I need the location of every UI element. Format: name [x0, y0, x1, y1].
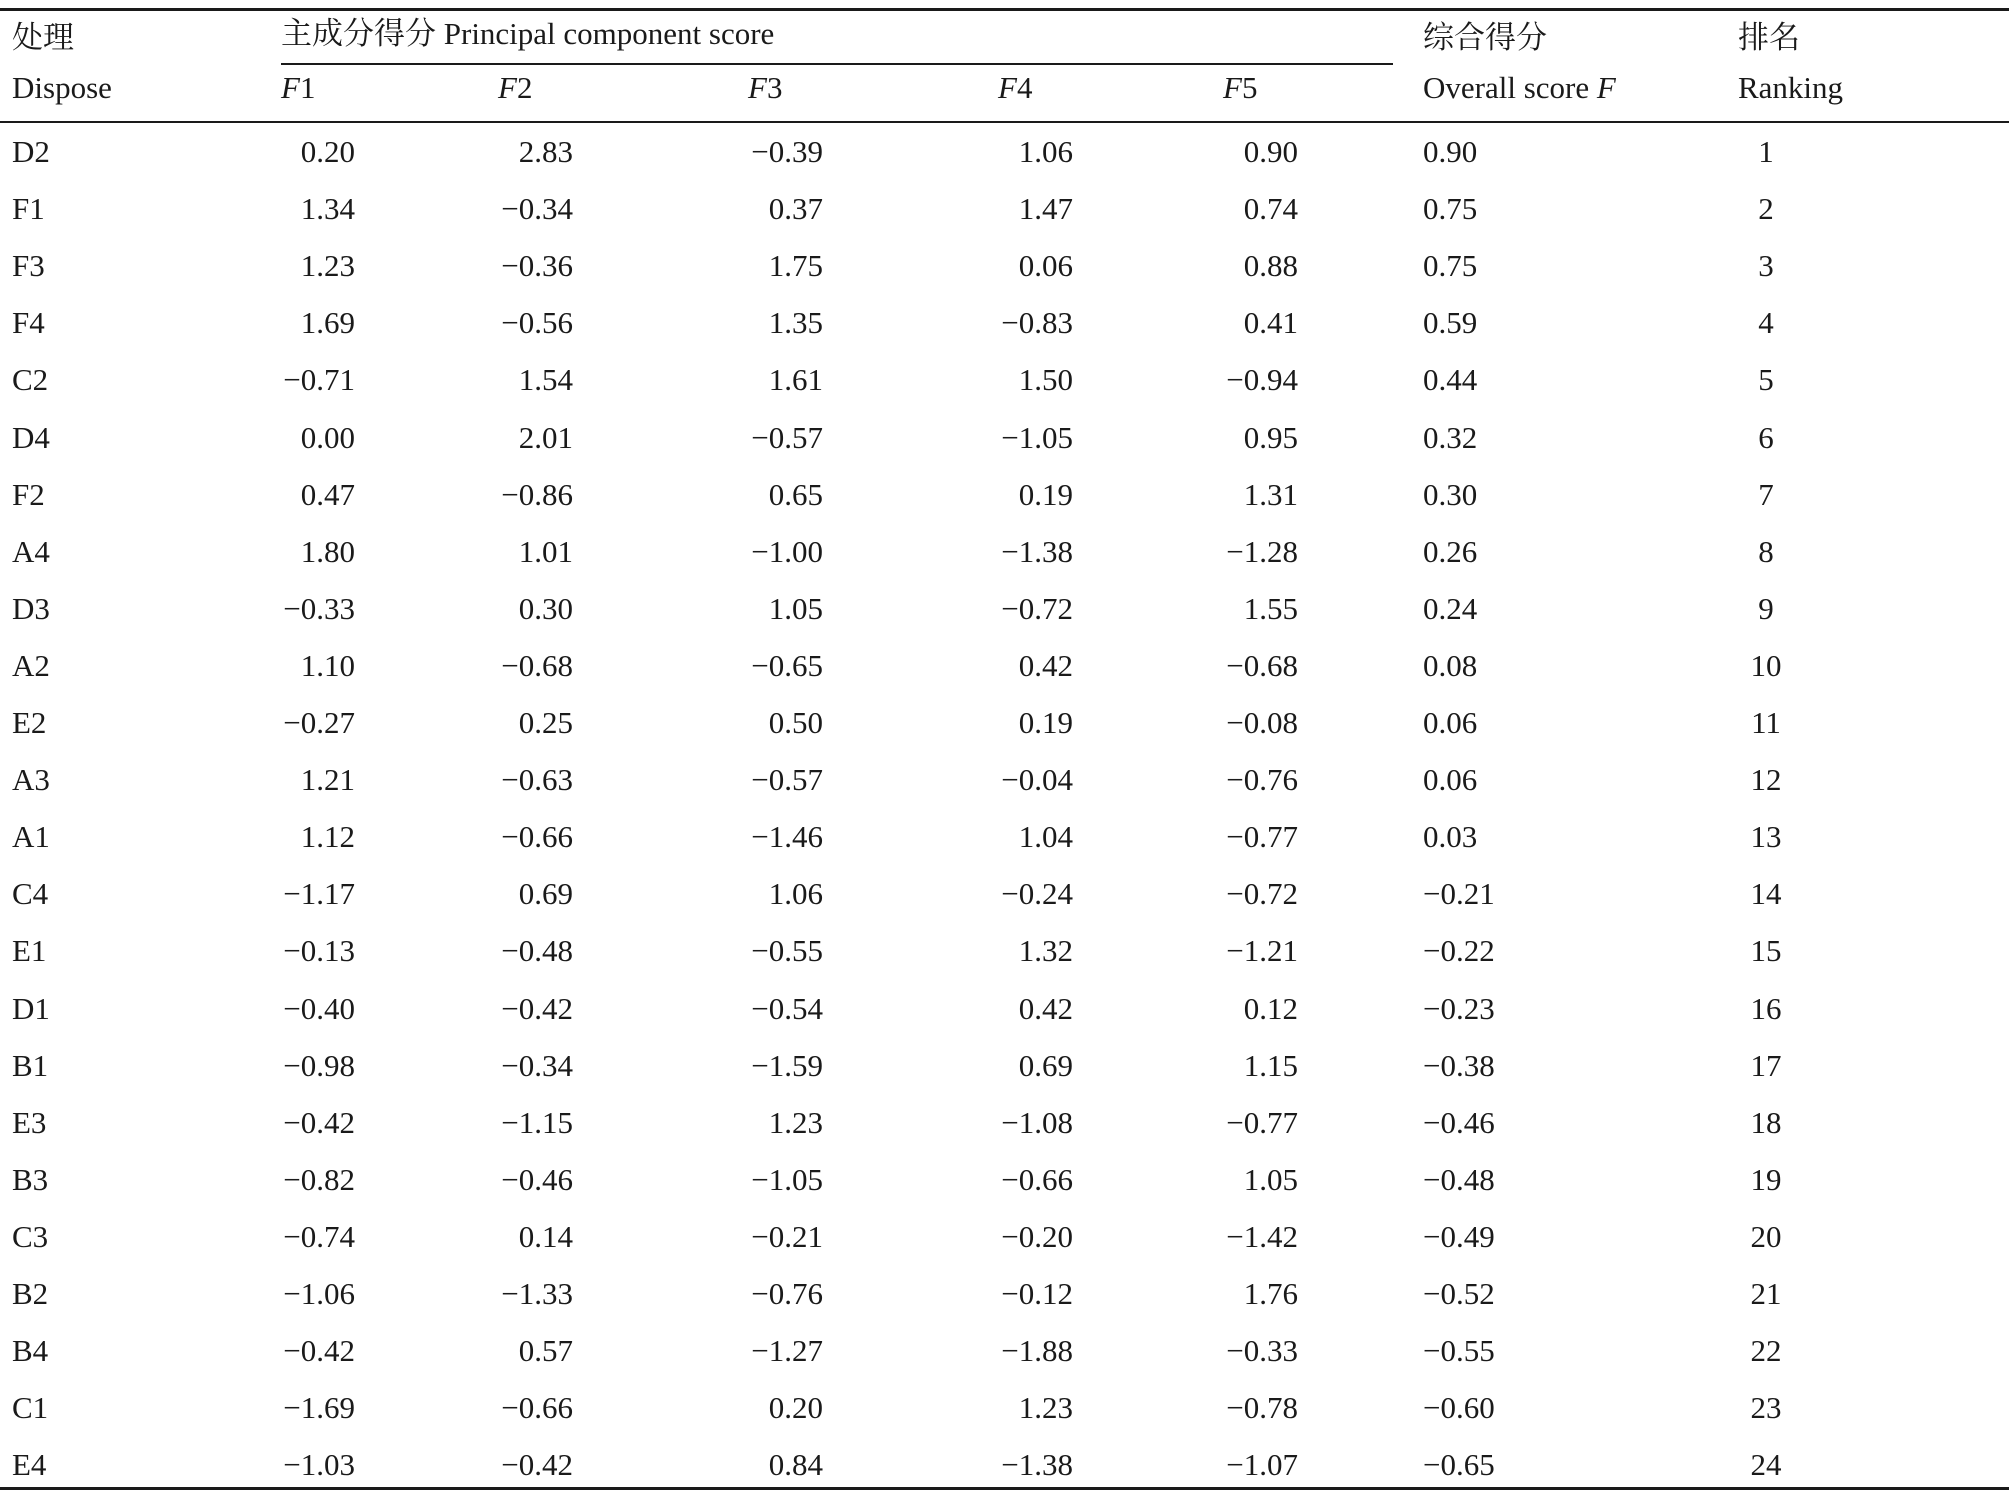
header-f3: F3	[748, 70, 783, 105]
cell-f5: 0.41	[1243, 305, 1298, 340]
cell-f2: −0.34	[501, 191, 573, 226]
cell-f4: 0.19	[1018, 705, 1073, 740]
cell-f2: −0.42	[501, 1447, 573, 1482]
cell-f1: −1.17	[283, 876, 355, 911]
cell-f2: −0.42	[501, 991, 573, 1026]
cell-f5: 0.12	[1243, 991, 1298, 1026]
cell-f3: 1.75	[768, 248, 823, 283]
cell-f4: −1.38	[1001, 1447, 1073, 1482]
cell-rank: 18	[1750, 1105, 1782, 1140]
cell-overall: −0.60	[1423, 1390, 1495, 1425]
cell-f4: −1.05	[1001, 420, 1073, 455]
cell-dispose: E1	[12, 933, 47, 968]
cell-dispose: F4	[12, 305, 45, 340]
cell-f3: 1.23	[768, 1105, 823, 1140]
cell-overall: −0.22	[1423, 933, 1495, 968]
cell-f3: 0.37	[768, 191, 823, 226]
cell-f1: −0.27	[283, 705, 355, 740]
cell-f5: −0.78	[1226, 1390, 1298, 1425]
cell-f5: −0.08	[1226, 705, 1298, 740]
cell-f3: −1.59	[751, 1048, 823, 1083]
cell-f1: 0.20	[300, 134, 355, 169]
cell-f5: −0.72	[1226, 876, 1298, 911]
cell-f3: −0.57	[751, 420, 823, 455]
header-f4: F4	[998, 70, 1033, 105]
cell-f3: 0.20	[768, 1390, 823, 1425]
cell-f5: 0.88	[1243, 248, 1298, 283]
cell-f3: 1.35	[768, 305, 823, 340]
cell-f1: 1.23	[300, 248, 355, 283]
table-top-rule	[0, 8, 2009, 11]
cell-rank: 2	[1758, 191, 1774, 226]
cell-rank: 5	[1758, 362, 1774, 397]
cell-overall: 0.44	[1423, 362, 1478, 397]
cell-f1: −1.03	[283, 1447, 355, 1482]
cell-overall: 0.06	[1423, 762, 1478, 797]
cell-overall: −0.49	[1423, 1219, 1495, 1254]
cell-overall: −0.21	[1423, 876, 1495, 911]
pc-group-rule	[281, 63, 1393, 65]
cell-f2: −0.34	[501, 1048, 573, 1083]
cell-overall: −0.65	[1423, 1447, 1495, 1482]
cell-f3: −0.39	[751, 134, 823, 169]
cell-f4: 0.06	[1018, 248, 1073, 283]
cell-f1: 1.34	[300, 191, 355, 226]
cell-f4: −0.12	[1001, 1276, 1073, 1311]
cell-f4: 0.69	[1018, 1048, 1073, 1083]
cell-rank: 22	[1750, 1333, 1782, 1368]
cell-f3: −0.21	[751, 1219, 823, 1254]
cell-dispose: D4	[12, 420, 50, 455]
header-f1: F1	[281, 70, 316, 105]
cell-f3: 1.61	[768, 362, 823, 397]
header-f5: F5	[1223, 70, 1258, 105]
cell-f4: −0.66	[1001, 1162, 1073, 1197]
cell-f1: 0.47	[300, 477, 355, 512]
cell-f3: 1.05	[768, 591, 823, 626]
cell-f4: 1.47	[1018, 191, 1073, 226]
cell-f1: 1.12	[300, 819, 355, 854]
cell-f5: 1.76	[1243, 1276, 1298, 1311]
cell-dispose: B3	[12, 1162, 49, 1197]
cell-f4: 0.19	[1018, 477, 1073, 512]
cell-dispose: F1	[12, 191, 45, 226]
cell-f2: −0.63	[501, 762, 573, 797]
cell-dispose: E2	[12, 705, 47, 740]
cell-f1: −1.69	[283, 1390, 355, 1425]
cell-overall: 0.26	[1423, 534, 1478, 569]
cell-f3: −1.27	[751, 1333, 823, 1368]
cell-overall: 0.90	[1423, 134, 1478, 169]
cell-rank: 9	[1758, 591, 1774, 626]
cell-f5: 1.55	[1243, 591, 1298, 626]
cell-rank: 12	[1750, 762, 1782, 797]
cell-f4: 0.42	[1018, 991, 1073, 1026]
cell-f3: −1.05	[751, 1162, 823, 1197]
header-rank-cn: 排名	[1738, 20, 1800, 55]
cell-f4: −0.24	[1001, 876, 1073, 911]
cell-dispose: E4	[12, 1447, 47, 1482]
cell-rank: 13	[1750, 819, 1782, 854]
cell-dispose: C1	[12, 1390, 49, 1425]
cell-overall: −0.55	[1423, 1333, 1495, 1368]
cell-dispose: E3	[12, 1105, 47, 1140]
cell-f2: −1.15	[501, 1105, 573, 1140]
cell-f1: −0.40	[283, 991, 355, 1026]
cell-f2: 0.14	[518, 1219, 573, 1254]
cell-f1: 1.10	[300, 648, 355, 683]
cell-dispose: A2	[12, 648, 50, 683]
header-f2: F2	[498, 70, 533, 105]
cell-rank: 19	[1750, 1162, 1782, 1197]
cell-dispose: C2	[12, 362, 49, 397]
cell-f2: −0.66	[501, 819, 573, 854]
cell-f2: −0.36	[501, 248, 573, 283]
cell-f5: 0.74	[1243, 191, 1298, 226]
cell-f2: −0.46	[501, 1162, 573, 1197]
cell-rank: 21	[1750, 1276, 1782, 1311]
cell-f2: −0.68	[501, 648, 573, 683]
cell-f2: −1.33	[501, 1276, 573, 1311]
cell-overall: −0.46	[1423, 1105, 1495, 1140]
cell-f5: −0.94	[1226, 362, 1298, 397]
cell-f3: −1.00	[751, 534, 823, 569]
cell-f1: −0.71	[283, 362, 355, 397]
cell-overall: 0.59	[1423, 305, 1478, 340]
cell-f4: −1.88	[1001, 1333, 1073, 1368]
cell-f1: −0.42	[283, 1105, 355, 1140]
cell-f5: −0.76	[1226, 762, 1298, 797]
cell-f5: −1.07	[1226, 1447, 1298, 1482]
header-bottom-rule	[0, 121, 2009, 123]
cell-f5: 1.31	[1243, 477, 1298, 512]
cell-f4: 1.04	[1018, 819, 1073, 854]
cell-f5: −1.21	[1226, 933, 1298, 968]
cell-f5: −0.68	[1226, 648, 1298, 683]
cell-f2: 0.69	[518, 876, 573, 911]
cell-dispose: C4	[12, 876, 49, 911]
cell-f2: 1.54	[518, 362, 573, 397]
cell-f3: −1.46	[751, 819, 823, 854]
cell-dispose: B4	[12, 1333, 49, 1368]
cell-rank: 15	[1750, 933, 1782, 968]
header-rank-en: Ranking	[1738, 70, 1844, 105]
cell-rank: 3	[1758, 248, 1774, 283]
cell-f5: −0.77	[1226, 819, 1298, 854]
cell-f5: −1.28	[1226, 534, 1298, 569]
cell-dispose: A1	[12, 819, 50, 854]
cell-rank: 14	[1750, 876, 1782, 911]
cell-overall: 0.08	[1423, 648, 1478, 683]
cell-f4: −0.04	[1001, 762, 1073, 797]
cell-f3: 0.84	[768, 1447, 823, 1482]
cell-f3: 0.50	[768, 705, 823, 740]
cell-dispose: F3	[12, 248, 45, 283]
cell-f5: 1.15	[1243, 1048, 1298, 1083]
cell-overall: −0.23	[1423, 991, 1495, 1026]
cell-f2: 0.25	[518, 705, 573, 740]
cell-rank: 23	[1750, 1390, 1782, 1425]
cell-overall: 0.75	[1423, 248, 1478, 283]
cell-f2: 0.57	[518, 1333, 573, 1368]
cell-overall: 0.06	[1423, 705, 1478, 740]
cell-f4: −1.08	[1001, 1105, 1073, 1140]
cell-f4: 1.23	[1018, 1390, 1073, 1425]
cell-f1: −0.13	[283, 933, 355, 968]
cell-f4: 1.50	[1018, 362, 1073, 397]
cell-f5: 0.90	[1243, 134, 1298, 169]
cell-f1: 1.21	[300, 762, 355, 797]
cell-f5: −0.77	[1226, 1105, 1298, 1140]
cell-overall: −0.48	[1423, 1162, 1495, 1197]
cell-f4: 0.42	[1018, 648, 1073, 683]
cell-f1: −0.82	[283, 1162, 355, 1197]
table-bottom-rule	[0, 1487, 2009, 1490]
cell-rank: 4	[1758, 305, 1774, 340]
cell-f4: 1.32	[1018, 933, 1073, 968]
cell-f2: −0.66	[501, 1390, 573, 1425]
cell-f1: 1.80	[300, 534, 355, 569]
cell-overall: 0.30	[1423, 477, 1478, 512]
cell-f5: 0.95	[1243, 420, 1298, 455]
cell-dispose: A4	[12, 534, 50, 569]
cell-f2: 1.01	[518, 534, 573, 569]
header-overall-cn: 综合得分	[1423, 20, 1547, 55]
cell-f3: 0.65	[768, 477, 823, 512]
cell-rank: 6	[1758, 420, 1774, 455]
cell-f4: 1.06	[1018, 134, 1073, 169]
cell-rank: 10	[1750, 648, 1782, 683]
cell-rank: 24	[1750, 1447, 1782, 1482]
header-pc-group: 主成分得分 Principal component score	[281, 16, 775, 51]
cell-dispose: F2	[12, 477, 45, 512]
cell-f3: −0.54	[751, 991, 823, 1026]
cell-f4: −0.72	[1001, 591, 1073, 626]
cell-rank: 20	[1750, 1219, 1782, 1254]
header-dispose-en: Dispose	[12, 70, 112, 105]
cell-f4: −0.83	[1001, 305, 1073, 340]
cell-f1: −1.06	[283, 1276, 355, 1311]
cell-f2: −0.86	[501, 477, 573, 512]
cell-f1: −0.42	[283, 1333, 355, 1368]
cell-f5: −0.33	[1226, 1333, 1298, 1368]
cell-overall: 0.75	[1423, 191, 1478, 226]
cell-f1: −0.33	[283, 591, 355, 626]
cell-dispose: B1	[12, 1048, 49, 1083]
header-overall-en: Overall score F	[1423, 70, 1616, 105]
cell-f5: 1.05	[1243, 1162, 1298, 1197]
cell-dispose: C3	[12, 1219, 49, 1254]
cell-rank: 8	[1758, 534, 1774, 569]
cell-overall: 0.32	[1423, 420, 1478, 455]
cell-f3: 1.06	[768, 876, 823, 911]
cell-f3: −0.65	[751, 648, 823, 683]
cell-overall: −0.52	[1423, 1276, 1495, 1311]
cell-f2: −0.48	[501, 933, 573, 968]
cell-f2: 0.30	[518, 591, 573, 626]
cell-f4: −1.38	[1001, 534, 1073, 569]
cell-f2: −0.56	[501, 305, 573, 340]
cell-f3: −0.76	[751, 1276, 823, 1311]
cell-overall: 0.03	[1423, 819, 1478, 854]
cell-f5: −1.42	[1226, 1219, 1298, 1254]
cell-rank: 7	[1758, 477, 1774, 512]
cell-f1: −0.98	[283, 1048, 355, 1083]
cell-rank: 11	[1751, 705, 1781, 740]
cell-rank: 1	[1758, 134, 1774, 169]
cell-f1: 1.69	[300, 305, 355, 340]
cell-f4: −0.20	[1001, 1219, 1073, 1254]
cell-dispose: D3	[12, 591, 50, 626]
cell-dispose: A3	[12, 762, 50, 797]
cell-rank: 16	[1750, 991, 1782, 1026]
cell-f3: −0.57	[751, 762, 823, 797]
header-dispose-cn: 处理	[12, 20, 74, 55]
cell-dispose: B2	[12, 1276, 49, 1311]
cell-f1: 0.00	[300, 420, 355, 455]
cell-rank: 17	[1750, 1048, 1782, 1083]
cell-dispose: D2	[12, 134, 50, 169]
cell-dispose: D1	[12, 991, 50, 1026]
cell-overall: 0.24	[1423, 591, 1478, 626]
cell-overall: −0.38	[1423, 1048, 1495, 1083]
cell-f2: 2.83	[518, 134, 573, 169]
cell-f1: −0.74	[283, 1219, 355, 1254]
cell-f3: −0.55	[751, 933, 823, 968]
cell-f2: 2.01	[518, 420, 573, 455]
